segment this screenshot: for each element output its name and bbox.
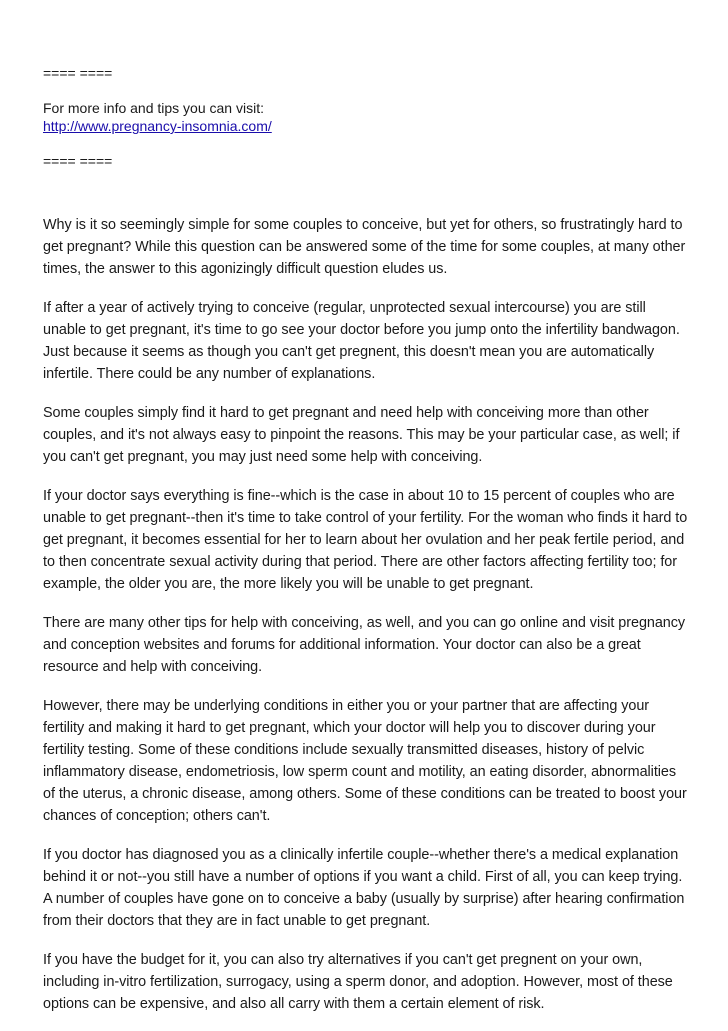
website-link[interactable]: http://www.pregnancy-insomnia.com/ bbox=[43, 118, 272, 134]
paragraph-7: If you doctor has diagnosed you as a clinically infertile couple--whether there's a medical explanation behind it or not--you still have a number of options if you want a child. First of all, you can keep trying. A number of couples have gone on to conceive a baby (usually by surprise) after hearing confirmation from their doctors that they are in fact unable to get pregnant. bbox=[43, 847, 685, 929]
separator-top: ==== ==== bbox=[43, 65, 113, 81]
link-line bbox=[43, 117, 688, 135]
paragraph-3: Some couples simply find it hard to get pregnant and need help with conceiving more than other couples, and it's not always easy to pinpoint the reasons. This may be your particular case, as well; if you can't get pregnant, you may just need some help with conceiving. bbox=[43, 405, 680, 465]
spacer bbox=[43, 187, 688, 214]
paragraph-8: If you have the budget for it, you can also try alternatives if you can't get pregnent on your own, including in-vitro fertilization, surrogacy, using a sperm donor, and adoption. However, most of these options can be expensive, and also all carry with them a certain element of risk. bbox=[43, 952, 673, 1012]
paragraph-1: Why is it so seemingly simple for some couples to conceive, but yet for others, so frustratingly hard to get pregnant? While this question can be answered some of the time for some couples, at many other times, the answer to this agonizingly difficult question eludes us. bbox=[43, 217, 686, 277]
info-text: For more info and tips you can visit: bbox=[43, 100, 264, 116]
paragraph-4: If your doctor says everything is fine--which is the case in about 10 to 15 percent of couples who are unable to get pregnant--then it's time to take control of your fertility. For the woman who finds it hard to get pregnant, it becomes essential for her to learn about her ovulation and her peak fertile period, and to then concentrate sexual activity during that period. There are other factors affecting fertility too; for example, the older you are, the more likely you will be unable to get pregnant. bbox=[43, 488, 688, 592]
paragraph-2: If after a year of actively trying to conceive (regular, unprotected sexual intercourse) you are still unable to get pregnant, it's time to go see your doctor before you jump onto the infertility bandwagon. Just because it seems as though you can't get pregnent, this doesn't mean you are automatically infertile. There could be any number of explanations. bbox=[43, 300, 680, 382]
separator-bottom: ==== ==== bbox=[43, 153, 113, 169]
paragraph-5: There are many other tips for help with conceiving, as well, and you can go online and visit pregnancy and conception websites and forums for additional information. Your doctor can also be a great resource and help with conceiving. bbox=[43, 615, 686, 675]
paragraph-6: However, there may be underlying conditions in either you or your partner that are affecting your fertility and making it hard to get pregnant, which your doctor will help you to discover during your fertility testing. Some of these conditions include sexually transmitted diseases, history of pelvic inflammatory disease, endometriosis, low sperm count and motility, an eating disorder, abnormalities of the uterus, a chronic disease, among others. Some of these conditions can be treated to boost your chances of conception; others can't. bbox=[43, 698, 687, 824]
